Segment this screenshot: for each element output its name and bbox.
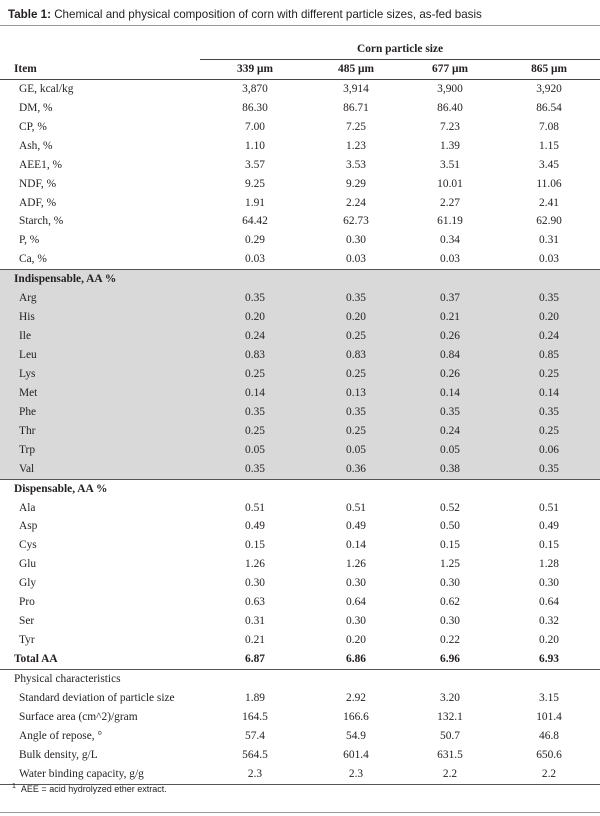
cell-value: 0.14: [402, 384, 498, 403]
indispensable-row: [0, 289, 600, 308]
row-label: Cys: [19, 539, 37, 552]
cell-value: 0.14: [346, 539, 366, 552]
cell-value: 0.15: [245, 539, 265, 552]
cell-value: 0.06: [498, 441, 600, 460]
cell-value: 0.52: [440, 501, 460, 514]
cell-value: 3,920: [536, 82, 562, 95]
row-label: Ala: [19, 501, 36, 514]
cell-value: 0.31: [539, 234, 559, 247]
cell-value: 57.4: [245, 729, 265, 742]
cell-value: 601.4: [343, 748, 369, 761]
composition-row: [0, 79, 600, 98]
row-label: DM, %: [19, 101, 53, 114]
footnote-text: AEE = acid hydrolyzed ether extract.: [20, 784, 167, 794]
cell-value: 0.26: [402, 327, 498, 346]
empty-cell: [310, 669, 402, 688]
cell-value: 0.20: [498, 308, 600, 327]
cell-value: 2.27: [440, 196, 460, 209]
row-label: Lys: [0, 365, 200, 384]
cell-value: 10.01: [437, 177, 463, 190]
cell-value: 86.30: [242, 101, 268, 114]
row-label: Standard deviation of particle size: [19, 691, 175, 704]
row-label: Ash, %: [19, 139, 53, 152]
cell-value: 0.25: [200, 422, 310, 441]
cell-value: 7.25: [346, 120, 366, 133]
cell-value: 0.34: [440, 234, 460, 247]
physical-row: [0, 708, 600, 727]
cell-value: 0.05: [402, 441, 498, 460]
cell-value: 101.4: [536, 710, 562, 723]
cell-value: 0.32: [539, 615, 559, 628]
cell-value: 0.20: [539, 634, 559, 647]
dispensable-row: [0, 631, 600, 650]
cell-value: 0.30: [440, 577, 460, 590]
cell-value: 3.20: [440, 691, 460, 704]
empty-cell: [200, 669, 310, 688]
cell-value: 0.15: [440, 539, 460, 552]
cell-value: 1.28: [539, 558, 559, 571]
dispensable-row: [0, 517, 600, 536]
cell-value: 0.03: [310, 250, 402, 269]
cell-value: 3.45: [539, 158, 559, 171]
cell-value: 0.05: [200, 441, 310, 460]
header-columns-row: [0, 59, 600, 79]
cell-value: 1.10: [245, 139, 265, 152]
cell-value: 2.3: [200, 765, 310, 784]
cell-value: 564.5: [242, 748, 268, 761]
cell-value: 0.20: [200, 308, 310, 327]
indispensable-row: [0, 422, 600, 441]
composition-row: [0, 156, 600, 175]
row-label: Water binding capacity, g/g: [0, 765, 200, 784]
indispensable-row: [0, 460, 600, 479]
cell-value: 0.35: [402, 403, 498, 422]
empty-cell: [498, 669, 600, 688]
cell-value: 0.25: [498, 422, 600, 441]
cell-value: 3.51: [440, 158, 460, 171]
dispensable-row: [0, 612, 600, 631]
cell-value: 0.35: [498, 460, 600, 479]
cell-value: 0.24: [200, 327, 310, 346]
physical-header: [0, 669, 600, 688]
dispensable-row: [0, 574, 600, 593]
cell-value: 2.24: [346, 196, 366, 209]
cell-value: 0.30: [346, 615, 366, 628]
cell-value: 6.86: [310, 650, 402, 669]
col-header: 485 μm: [310, 59, 402, 79]
cell-value: 2.2: [498, 765, 600, 784]
row-label: Asp: [19, 520, 38, 533]
cell-value: 50.7: [440, 729, 460, 742]
cell-value: 2.92: [346, 691, 366, 704]
cell-value: 1.26: [245, 558, 265, 571]
cell-value: 631.5: [437, 748, 463, 761]
header-group-row: [0, 40, 600, 59]
section-title: Physical characteristics: [14, 672, 121, 685]
composition-row: [0, 250, 600, 269]
cell-value: 0.30: [539, 577, 559, 590]
cell-value: 3,914: [343, 82, 369, 95]
cell-value: 1.23: [346, 139, 366, 152]
cell-value: 0.38: [402, 460, 498, 479]
total-row: [0, 650, 600, 669]
cell-value: 1.39: [440, 139, 460, 152]
cell-value: 62.90: [536, 215, 562, 228]
cell-value: 3.15: [539, 691, 559, 704]
cell-value: 86.54: [536, 101, 562, 114]
cell-value: 1.26: [346, 558, 366, 571]
cell-value: 86.71: [343, 101, 369, 114]
cell-value: 1.25: [440, 558, 460, 571]
cell-value: 0.35: [498, 403, 600, 422]
indispensable-row: [0, 346, 600, 365]
indispensable-row: [0, 365, 600, 384]
cell-value: 0.83: [200, 346, 310, 365]
cell-value: 0.22: [440, 634, 460, 647]
row-label: Total AA: [0, 650, 200, 669]
cell-value: 0.64: [346, 596, 366, 609]
cell-value: 0.35: [200, 289, 310, 308]
table-caption: [0, 4, 600, 26]
cell-value: 0.30: [245, 577, 265, 590]
empty-cell: [402, 669, 498, 688]
indispensable-row: [0, 441, 600, 460]
cell-value: 0.36: [310, 460, 402, 479]
cell-value: 64.42: [242, 215, 268, 228]
cell-value: 132.1: [437, 710, 463, 723]
cell-value: 0.83: [310, 346, 402, 365]
cell-value: 0.35: [200, 403, 310, 422]
empty-cell: [498, 479, 600, 498]
footnote-marker: 1: [12, 783, 16, 790]
row-label: CP, %: [19, 120, 47, 133]
footnote: [0, 783, 600, 794]
cell-value: 6.93: [498, 650, 600, 669]
empty-cell: [310, 479, 402, 498]
cell-value: 0.24: [498, 327, 600, 346]
indispensable-header: [0, 270, 600, 289]
cell-value: 0.30: [346, 577, 366, 590]
caption-label: Table 1:: [8, 8, 51, 21]
cell-value: 0.51: [539, 501, 559, 514]
empty-cell: [498, 270, 600, 289]
cell-value: 7.08: [539, 120, 559, 133]
indispensable-row: [0, 327, 600, 346]
cell-value: 1.89: [245, 691, 265, 704]
cell-value: 7.00: [245, 120, 265, 133]
section-title: Dispensable, AA %: [14, 482, 108, 495]
cell-value: 0.51: [346, 501, 366, 514]
cell-value: 0.63: [245, 596, 265, 609]
cell-value: 62.73: [343, 215, 369, 228]
section-title: Indispensable, AA %: [0, 270, 200, 289]
cell-value: 0.03: [200, 250, 310, 269]
cell-value: 0.35: [310, 289, 402, 308]
indispensable-row: [0, 403, 600, 422]
row-label: Ca, %: [0, 250, 200, 269]
cell-value: 86.40: [437, 101, 463, 114]
cell-value: 0.21: [245, 634, 265, 647]
cell-value: 0.26: [402, 365, 498, 384]
cell-value: 0.35: [200, 460, 310, 479]
row-label: Val: [0, 460, 200, 479]
row-label: Pro: [19, 596, 35, 609]
cell-value: 0.30: [346, 234, 366, 247]
cell-value: 0.25: [200, 365, 310, 384]
cell-value: 3,900: [437, 82, 463, 95]
cell-value: 0.49: [346, 520, 366, 533]
row-label: Bulk density, g/L: [19, 748, 98, 761]
empty-cell: [200, 479, 310, 498]
cell-value: 11.06: [536, 177, 562, 190]
cell-value: 0.20: [346, 634, 366, 647]
cell-value: 650.6: [536, 748, 562, 761]
cell-value: 164.5: [242, 710, 268, 723]
row-label: Phe: [0, 403, 200, 422]
cell-value: 6.96: [402, 650, 498, 669]
cell-value: 3,870: [242, 82, 268, 95]
cell-value: 3.53: [346, 158, 366, 171]
col-header: 865 μm: [498, 59, 600, 79]
cell-value: 0.20: [310, 308, 402, 327]
physical-row: [0, 689, 600, 708]
row-label: Ser: [19, 615, 35, 628]
indispensable-row: [0, 384, 600, 403]
cell-value: 46.8: [539, 729, 559, 742]
row-label: Arg: [0, 289, 200, 308]
row-label: Ile: [0, 327, 200, 346]
cell-value: 0.51: [245, 501, 265, 514]
composition-row: [0, 137, 600, 156]
cell-value: 0.13: [310, 384, 402, 403]
cell-value: 166.6: [343, 710, 369, 723]
row-label: ADF, %: [19, 196, 57, 209]
row-label: Thr: [0, 422, 200, 441]
dispensable-row: [0, 499, 600, 518]
row-label: AEE1, %: [19, 158, 63, 171]
physical-row: [0, 765, 600, 784]
item-header: Item: [0, 59, 200, 79]
cell-value: 2.2: [402, 765, 498, 784]
row-label: His: [0, 308, 200, 327]
cell-value: 0.15: [539, 539, 559, 552]
col-header: 677 μm: [402, 59, 498, 79]
cell-value: 0.84: [402, 346, 498, 365]
row-label: Tyr: [19, 634, 35, 647]
cell-value: 9.29: [346, 177, 366, 190]
cell-value: 0.64: [539, 596, 559, 609]
composition-row: [0, 118, 600, 137]
cell-value: 0.25: [310, 365, 402, 384]
caption-text: Chemical and physical composition of corn with different particle sizes, as-fed basis: [54, 8, 482, 21]
dispensable-row: [0, 536, 600, 555]
physical-row: [0, 727, 600, 746]
cell-value: 0.25: [310, 327, 402, 346]
empty-cell: [200, 270, 310, 289]
composition-row: [0, 231, 600, 250]
dispensable-header: [0, 479, 600, 498]
row-label: Glu: [19, 558, 37, 571]
cell-value: 0.14: [200, 384, 310, 403]
cell-value: 0.21: [402, 308, 498, 327]
cell-value: 0.25: [310, 422, 402, 441]
cell-value: 54.9: [346, 729, 366, 742]
composition-row: [0, 194, 600, 213]
row-label: Leu: [0, 346, 200, 365]
cell-value: 0.30: [440, 615, 460, 628]
row-label: GE, kcal/kg: [19, 82, 74, 95]
row-label: P, %: [19, 234, 40, 247]
physical-row: [0, 746, 600, 765]
dispensable-row: [0, 593, 600, 612]
row-label: Trp: [0, 441, 200, 460]
col-header: 339 μm: [200, 59, 310, 79]
group-title: Corn particle size: [200, 40, 600, 59]
cell-value: 0.03: [402, 250, 498, 269]
cell-value: 0.35: [498, 289, 600, 308]
row-label: Starch, %: [19, 215, 64, 228]
cell-value: 0.05: [310, 441, 402, 460]
cell-value: 0.25: [498, 365, 600, 384]
empty-cell: [310, 270, 402, 289]
dispensable-row: [0, 555, 600, 574]
cell-value: 0.03: [498, 250, 600, 269]
cell-value: 0.50: [440, 520, 460, 533]
cell-value: 0.49: [245, 520, 265, 533]
cell-value: 0.85: [498, 346, 600, 365]
cell-value: 1.91: [245, 196, 265, 209]
cell-value: 2.3: [310, 765, 402, 784]
cell-value: 0.37: [402, 289, 498, 308]
cell-value: 1.15: [539, 139, 559, 152]
cell-value: 0.35: [310, 403, 402, 422]
cell-value: 0.49: [539, 520, 559, 533]
row-label: NDF, %: [19, 177, 57, 190]
cell-value: 0.62: [440, 596, 460, 609]
cell-value: 9.25: [245, 177, 265, 190]
composition-row: [0, 175, 600, 194]
cell-value: 2.41: [539, 196, 559, 209]
cell-value: 0.29: [245, 234, 265, 247]
cell-value: 0.31: [245, 615, 265, 628]
bottom-rule: [0, 812, 600, 813]
row-label: Surface area (cm^2)/gram: [19, 710, 138, 723]
composition-row: [0, 212, 600, 231]
indispensable-row: [0, 308, 600, 327]
row-label: Met: [0, 384, 200, 403]
empty-cell: [402, 479, 498, 498]
cell-value: 7.23: [440, 120, 460, 133]
cell-value: 0.24: [402, 422, 498, 441]
composition-row: [0, 99, 600, 118]
row-label: Angle of repose, °: [19, 729, 102, 742]
row-label: Gly: [19, 577, 37, 590]
cell-value: 0.14: [498, 384, 600, 403]
cell-value: 3.57: [245, 158, 265, 171]
cell-value: 6.87: [200, 650, 310, 669]
composition-table: [0, 40, 600, 785]
empty-cell: [402, 270, 498, 289]
cell-value: 61.19: [437, 215, 463, 228]
